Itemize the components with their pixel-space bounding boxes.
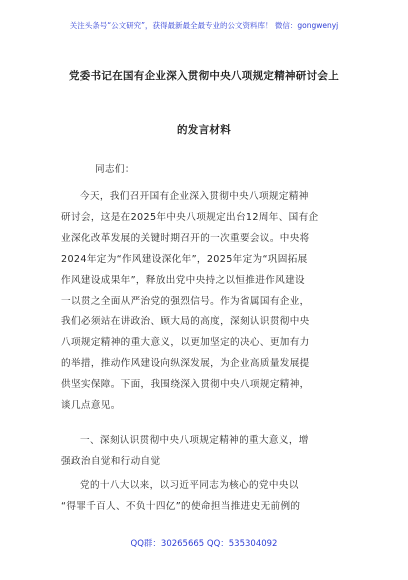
- document-title-line-2: 的发言材料: [177, 124, 231, 136]
- document-title-line-1: 党委书记在国有企业深入贯彻中央八项规定精神研讨会上: [69, 70, 339, 82]
- paragraph-line: 谈几点意见。: [61, 400, 121, 412]
- paragraph-line: 业深化改革发展的关键时期召开的一次重要会议。中央将: [61, 232, 310, 244]
- paragraph-line: 强政治自觉和行动自觉: [61, 455, 161, 467]
- paragraph-line: 党的十八大以来，以习近平同志为核心的党中央以: [80, 480, 299, 491]
- paragraph-line: 供坚实保障。下面，我围绕深入贯彻中央八项规定精神，: [61, 379, 310, 391]
- paragraph-line: 一以贯之全面从严治党的强烈信号。作为省属国有企业，: [61, 295, 310, 307]
- paragraph-line: 今天，我们召开国有企业深入贯彻中央八项规定精神: [80, 191, 309, 202]
- paragraph-line: 八项规定精神的重大意义，以更加坚定的决心、更加有力: [61, 337, 310, 349]
- paragraph-line: 研讨会，这是在2025年中央八项规定出台12周年、国有企: [61, 211, 319, 223]
- paragraph-line: 的举措，推动作风建设向纵深发展，为企业高质量发展提: [61, 358, 310, 370]
- paragraph-line: “得罪千百人、不负十四亿”的使命担当推进史无前例的: [61, 500, 301, 512]
- paragraph-line: 我们必须站在讲政治、顾大局的高度，深刻认识贯彻中央: [61, 316, 310, 328]
- section-heading-1: [61, 431, 349, 473]
- body-paragraph-2: [61, 476, 349, 518]
- body-paragraph-1: [61, 187, 349, 417]
- paragraph-line: 一、深刻认识贯彻中央八项规定精神的重大意义，增: [80, 435, 309, 446]
- footer-contact-note: QQ群：30265665 QQ：535304092: [130, 539, 278, 549]
- salutation: 同志们：: [95, 164, 135, 175]
- header-promo-note: 关注头条号“公文研究”，获得最新最全最专业的公文资料库！ 微信：gongwenyj: [69, 21, 339, 30]
- paragraph-line: 2024年定为“作风建设深化年”，2025年定为“巩固拓展: [61, 253, 308, 265]
- paragraph-line: 作风建设成果年”，释放出党中央持之以恒推进作风建设: [61, 274, 305, 286]
